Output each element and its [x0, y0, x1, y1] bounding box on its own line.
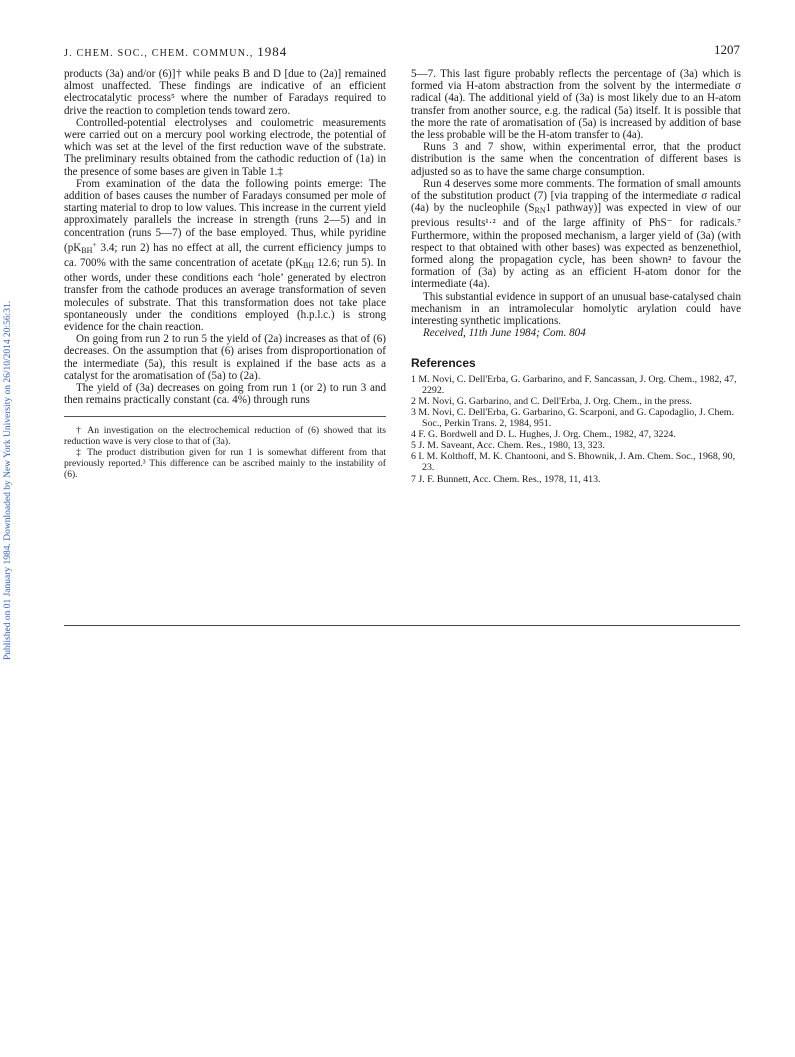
paragraph: This substantial evidence in support of an unusual base-catalysed chain mechanism in an intramolecular homolytic arylation could have interesting synthetic implications.	[411, 290, 741, 328]
footnote-dagger: † An investigation on the electrochemical reduction of (6) showed that its reduction wave is very close to that of (3a).	[64, 425, 386, 448]
paragraph: products (3a) and/or (6)]† while peaks B and D [due to (2a)] remained almost unaffected. These findings are indicative of an efficient electrocatalytic process⁵ where the number of Faradays required to drive the reaction to completion tends toward zero.	[64, 68, 386, 117]
journal-name	[64, 44, 287, 60]
text-run: 12.6; run 5). In other words, under these conditions each ‘hole’ generated by electron transfer from the cathode produces an average transformation of seven molecules of substrate. That this transformation does not take place spontaneously under the conditions employed (h.p.l.c.) is strong evidence for the chain reaction.	[64, 257, 386, 334]
reference-item: 7 J. F. Bunnett, Acc. Chem. Res., 1978, 11, 413.	[411, 473, 601, 485]
page-number: 1207	[714, 42, 740, 57]
received-date: Received, 11th June 1984; Com. 804	[423, 327, 586, 340]
references-heading: References	[411, 356, 476, 371]
page-end-rule	[64, 625, 740, 626]
journal-title: J. CHEM. SOC., CHEM. COMMUN.,	[64, 48, 254, 59]
text-run: Run 4 deserves some more comments. The formation of small amounts of the substitution product (7) [via trapping of the intermediate σ radical (4a) by the nucleophile (S	[411, 177, 741, 215]
reference-item: 3 M. Novi, C. Dell'Erba, G. Garbarino, G. Scarponi, and G. Capodaglio, J. Chem. Soc., Perkin Trans. 2, 1984, 951.	[411, 406, 734, 430]
paragraph: Controlled-potential electrolyses and coulometric measurements were carried out on a mercury pool working electrode, the potential of which was set at the level of the first reduction wave of the substrate. The preliminary results obtained from the cathodic reduction of (1a) in the presence of some bases are given in Table 1.‡	[64, 116, 386, 178]
left-column	[64, 68, 386, 480]
paragraph-run4	[411, 178, 741, 291]
paragraph: 5—7. This last figure probably reflects the percentage of (3a) which is formed via H-atom abstraction from the solvent by the intermediate σ radical (4a). The additional yield of (3a) is most likely due to an H-atom transfer from another source, e.g. the radical (5a) itself. It is possible that the more the rate of aromatisation of (5a) is increased by addition of base the less probable will be the H-atom transfer to (4a).	[411, 68, 741, 142]
journal-year: 1984	[257, 44, 288, 59]
subscript: BH	[81, 245, 93, 255]
paragraph-points	[64, 178, 386, 333]
references-list	[411, 374, 741, 485]
reference-item: 1 M. Novi, C. Dell'Erba, G. Garbarino, and F. Sancassan, J. Org. Chem., 1982, 47, 2292.	[411, 373, 737, 396]
superscript: +	[92, 239, 97, 249]
reference-item: 4 F. G. Bordwell and D. L. Hughes, J. Org. Chem., 1982, 47, 3224.	[411, 429, 676, 441]
right-column	[411, 68, 741, 485]
footnote-double-dagger: ‡ The product distribution given for run 1 is somewhat different from that previously reported.³ This difference can be ascribed mainly to the instability of (6).	[64, 447, 386, 481]
reference-item: 5 J. M. Saveant, Acc. Chem. Res., 1980, 13, 323.	[411, 440, 605, 452]
download-watermark	[3, 0, 17, 680]
running-header	[64, 42, 740, 60]
reference-item: 6 I. M. Kolthoff, M. K. Chantooni, and S. Bhownik, J. Am. Chem. Soc., 1968, 90, 23.	[411, 451, 736, 474]
text-run: From examination of the data the following points emerge: The addition of bases causes the number of Faradays consumed per mole of starting material to drop to low values. This increase in the current yield approximately parallels the increase in strength (runs 2—5) and in concentration (runs 5—7) of the base employed. Thus, while pyridine (pK	[64, 177, 386, 254]
text-run: 3.4; run 2) has no effect at all, the current efficiency jumps to ca. 700% with the same concentration of acetate (pK	[64, 241, 386, 270]
paragraph: On going from run 2 to run 5 the yield of (2a) increases as that of (6) decreases. On the assumption that (6) arises from disproportionation of the intermediate (5a), this result is explained if the base acts as a catalyst for the aromatisation of (5a) to (2a).	[64, 333, 386, 382]
text-run: 1 pathway)] was expected in view of our previous results¹·² and of the large affinity of PhS⁻ for radicals.⁷ Furthermore, within the proposed mechanism, a larger yield of (3a) (with respect to that obtained with other bases) was expected as benzenethiol, formed along the propagation cycle, has been shown² to favour the formation of (3a) by acting as an efficient H-atom donor for the intermediate (4a).	[411, 202, 742, 291]
footnote-divider	[64, 416, 386, 417]
reference-item: 2 M. Novi, G. Garbarino, and C. Dell'Erba, J. Org. Chem., in the press.	[411, 395, 692, 407]
paragraph: The yield of (3a) decreases on going from run 1 (or 2) to run 3 and then remains practically constant (ca. 4%) through runs	[64, 382, 386, 407]
subscript: RN	[534, 206, 546, 216]
subscript: BH	[302, 261, 315, 271]
watermark-text[interactable]: Published on 01 January 1984. Downloaded by New York University on 26/10/2014 20:56:31.	[3, 300, 13, 660]
paragraph: Runs 3 and 7 show, within experimental error, that the product distribution is the same when the concentration of different bases is adjusted so as to have the same charge consumption.	[411, 141, 741, 178]
